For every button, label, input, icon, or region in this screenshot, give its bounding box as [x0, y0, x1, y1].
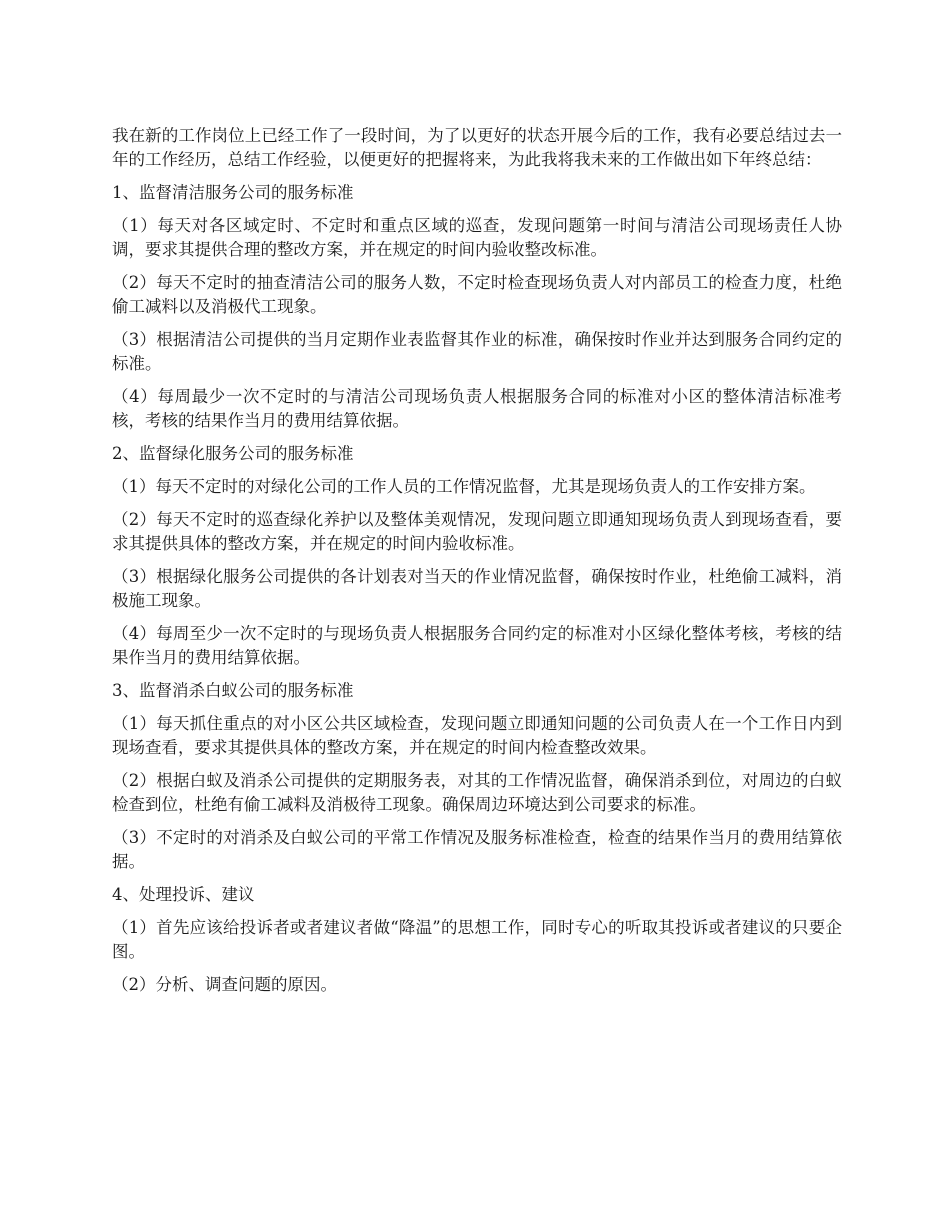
section-heading-1: 1、监督清洁服务公司的服务标准 — [112, 183, 354, 202]
section-1-item-2: （2）每天不定时的抽查清洁公司的服务人数，不定时检查现场负责人对内部员工的检查力度，杜绝偷工减料以及消极代工现象。 — [112, 273, 842, 316]
section-2-item-2: （2）每天不定时的巡查绿化养护以及整体美观情况，发现问题立即通知现场负责人到现场查看，要求其提供具体的整改方案，并在规定的时间内验收标准。 — [112, 510, 842, 553]
section-4-item-2: （2）分析、调查问题的原因。 — [112, 975, 337, 994]
section-4-item-1: （1）首先应该给投诉者或者建议者做“降温”的思想工作，同时专心的听取其投诉或者建议的只要企图。 — [112, 918, 842, 961]
document-body — [112, 124, 842, 1006]
section-heading-2: 2、监督绿化服务公司的服务标准 — [112, 444, 354, 463]
section-1-item-3: （3）根据清洁公司提供的当月定期作业表监督其作业的标准，确保按时作业并达到服务合同约定的标准。 — [112, 330, 842, 373]
section-1-item-1: （1）每天对各区域定时、不定时和重点区域的巡查，发现问题第一时间与清洁公司现场责任人协调，要求其提供合理的整改方案，并在规定的时间内验收整改标准。 — [112, 216, 842, 259]
section-3-item-1: （1）每天抓住重点的对小区公共区域检查，发现问题立即通知问题的公司负责人在一个工作日内到现场查看，要求其提供具体的整改方案，并在规定的时间内检查整改效果。 — [112, 714, 842, 757]
section-2-item-4: （4）每周至少一次不定时的与现场负责人根据服务合同约定的标准对小区绿化整体考核，考核的结果作当月的费用结算依据。 — [112, 624, 842, 667]
section-2-item-1: （1）每天不定时的对绿化公司的工作人员的工作情况监督，尤其是现场负责人的工作安排方案。 — [112, 477, 816, 496]
intro-paragraph: 我在新的工作岗位上已经工作了一段时间，为了以更好的状态开展今后的工作，我有必要总结过去一年的工作经历，总结工作经验，以便更好的把握将来，为此我将我未来的工作做出如下年终总结： — [112, 126, 842, 169]
section-1-item-4: （4）每周最少一次不定时的与清洁公司现场负责人根据服务合同的标准对小区的整体清洁标准考核，考核的结果作当月的费用结算依据。 — [112, 387, 842, 430]
section-2-item-3: （3）根据绿化服务公司提供的各计划表对当天的作业情况监督，确保按时作业，杜绝偷工减料，消极施工现象。 — [112, 567, 842, 610]
section-heading-4: 4、处理投诉、建议 — [112, 885, 255, 904]
section-3-item-3: （3）不定时的对消杀及白蚁公司的平常工作情况及服务标准检查，检查的结果作当月的费用结算依据。 — [112, 828, 842, 871]
section-heading-3: 3、监督消杀白蚁公司的服务标准 — [112, 681, 354, 700]
section-3-item-2: （2）根据白蚁及消杀公司提供的定期服务表，对其的工作情况监督，确保消杀到位，对周边的白蚁检查到位，杜绝有偷工减料及消极待工现象。确保周边环境达到公司要求的标准。 — [112, 771, 842, 814]
